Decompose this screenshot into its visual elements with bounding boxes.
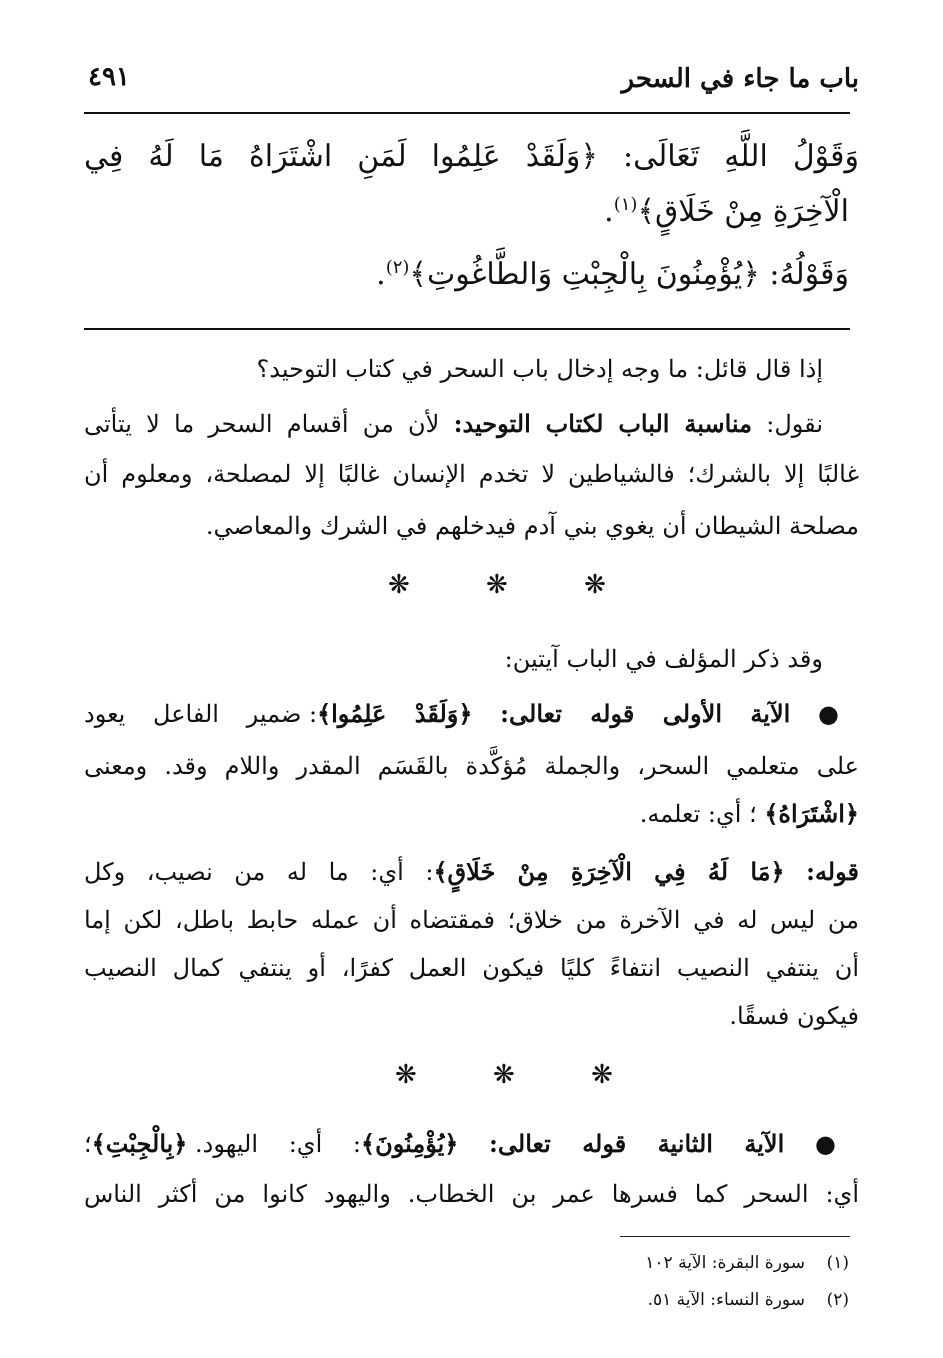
footnote-ref-2: (٢) [385, 257, 410, 278]
section2-heading-mid: : أي: اليهود. [195, 1130, 362, 1158]
section2-heading-end: ؛ [84, 1130, 92, 1158]
footnote-text: سورة البقرة: الآية ١٠٢ [645, 1253, 805, 1273]
section1-line-2: على متعلمي السحر، والجملة مُؤكَّدة بالقَسَم المقدر واللام وقد. ومعنى [84, 752, 859, 780]
chapter-title: باب ما جاء في السحر [621, 64, 859, 94]
intro-answer-line-3: مصلحة الشيطان أن يغوي بني آدم فيدخلهم في الشرك والمعاصي. [205, 512, 859, 540]
footnote-2 [648, 1290, 849, 1310]
section2-line-2: أي: السحر كما فسرها عمر بن الخطاب. واليهود كانوا من أكثر الناس [84, 1180, 859, 1208]
section2-heading-line [84, 1130, 859, 1159]
section1-intro: وقد ذكر المؤلف في الباب آيتين: [504, 645, 823, 673]
section1-heading-rest: : ضمير الفاعل يعود [84, 700, 318, 728]
separator-stars-2: ❋ ❋ ❋ [395, 1060, 647, 1090]
section1-p2-line-3: أن ينتفي النصيب انتفاءً كليًا فيكون العمل كفرًا، أو ينتفي كمال النصيب [84, 954, 859, 982]
section1-quote: ﴿اشْتَرَاهُ﴾ [764, 799, 859, 828]
footnote-ref-1: (١) [613, 194, 638, 215]
quran-divider [84, 328, 850, 330]
footnote-divider [620, 1236, 850, 1237]
answer-rest: لأن من أقسام السحر ما لا يتأتى [84, 410, 454, 438]
quran-verse: الْآخِرَةِ مِنْ خَلَاقٍ﴾ [637, 194, 849, 229]
section2-heading-quote: ﴿يُؤْمِنُونَ﴾ [361, 1129, 459, 1158]
footnote-num: (٢) [826, 1290, 849, 1310]
section1-line-3 [640, 800, 859, 829]
section1-heading-line [84, 700, 859, 729]
intro-answer-line-1 [84, 410, 823, 439]
section2-heading-quote2: ﴿بِالْجِبْتِ﴾ [91, 1129, 188, 1158]
period: . [604, 194, 614, 229]
p2-quote: ﴿مَا لَهُ فِي الْآخِرَةِ مِنْ خَلَاقٍ﴾ [433, 857, 785, 886]
section1-line3-rest: ؛ أي: تعلمه. [639, 800, 757, 828]
p2-bold: قوله: [806, 857, 859, 886]
separator-stars-1: ❋ ❋ ❋ [388, 570, 640, 600]
bullet-icon: ● [818, 700, 859, 728]
quran-line-3 [376, 258, 849, 293]
period: . [376, 257, 386, 292]
p2-rest: : أي: ما له من نصيب، وكل [84, 858, 434, 886]
section2-heading-bold: الآية الثانية قوله تعالى: [489, 1129, 785, 1158]
bullet-icon: ● [814, 1130, 859, 1158]
footnote-text: سورة النساء: الآية ٥١. [647, 1290, 805, 1310]
footnote-num: (١) [826, 1253, 849, 1273]
quran-line-2 [604, 195, 849, 230]
answer-prefix: نقول: [752, 410, 824, 438]
answer-bold: مناسبة الباب لكتاب التوحيد: [453, 409, 753, 438]
section1-p2-line-2: من ليس له في الآخرة من خلاق؛ فمقتضاه أن عمله حابط باطل، لكن إما [84, 906, 859, 934]
section1-p2-line-4: فيكون فسقًا. [729, 1002, 859, 1030]
section1-p2-line-1 [84, 858, 859, 887]
section1-heading-quote: ﴿وَلَقَدْ عَلِمُوا﴾ [317, 699, 473, 728]
quran-verse: وَقَوْلُهُ: ﴿يُؤْمِنُونَ بِالْجِبْتِ وَالطَّاغُوتِ﴾ [409, 257, 849, 292]
section1-heading-bold: الآية الأولى قوله تعالى: [500, 699, 791, 728]
footnote-1 [645, 1253, 849, 1273]
page-number: ٤٩١ [88, 62, 130, 92]
intro-answer-line-2: غالبًا إلا بالشرك؛ فالشياطين لا تخدم الإنسان غالبًا إلا لمصلحة، ومعلوم أن [84, 460, 859, 488]
header-divider [84, 112, 850, 114]
quran-line-1: وَقَوْلُ اللَّهِ تَعَالَى: ﴿وَلَقَدْ عَلِمُوا لَمَنِ اشْتَرَاهُ مَا لَهُ فِي [84, 139, 859, 174]
intro-question: إذا قال قائل: ما وجه إدخال باب السحر في كتاب التوحيد؟ [256, 355, 823, 383]
